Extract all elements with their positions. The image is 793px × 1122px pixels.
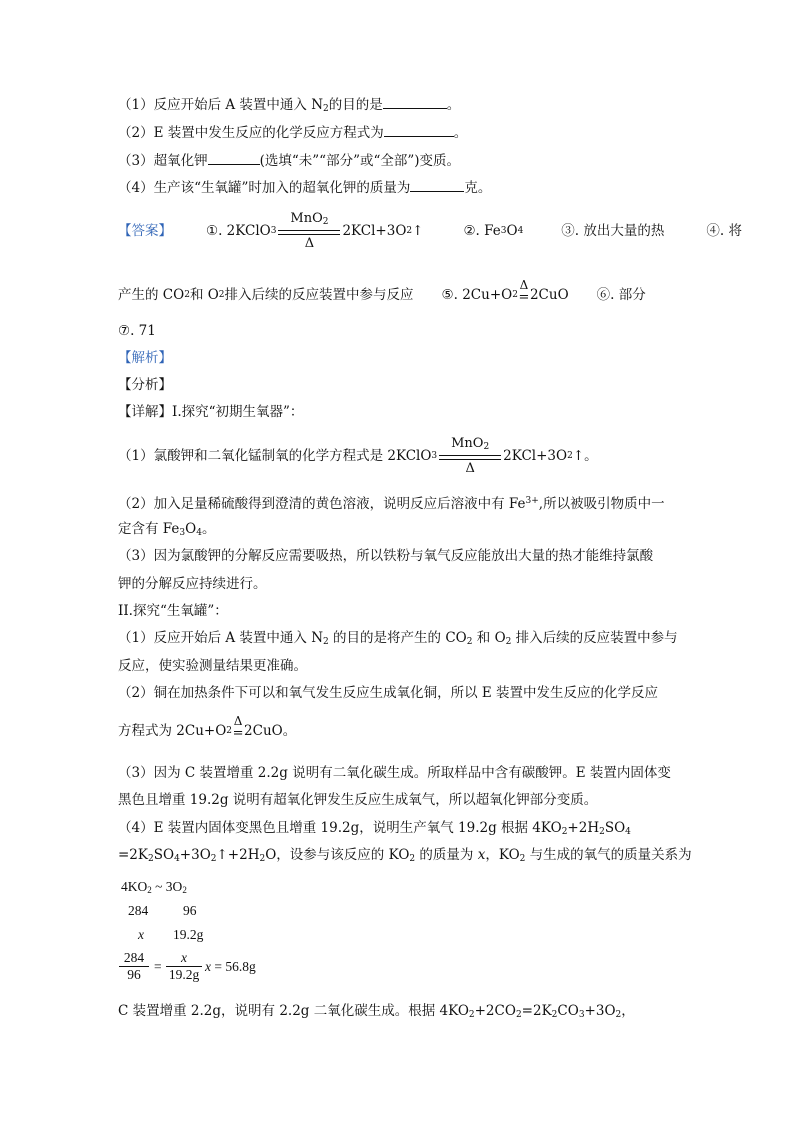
- detail-p2-line1: （2）加入足量稀硫酸得到澄清的黄色溶液，说明反应后溶液中有 $Fe^{3+}$,所以被吸引物质中一: [118, 496, 665, 512]
- question-4: （4）生产该“生氧罐”时加入的超氧化钾的质量为 克。: [118, 180, 492, 196]
- question-2: （2）E 装置中发生反应的化学反应方程式为 。: [118, 125, 468, 141]
- question-3: （3）超氧化钾 (选填“未”“部分”或“全部”)变质。: [118, 153, 461, 169]
- answer-line-1: 【答案】 ①. 2KClO 3 MnO$_2$ Δ 2KCl+3O 2 ↑ ②. Fe 3 O 4 ③. 放出大量的热 ④. 将: [118, 210, 742, 251]
- s2-p2-line1: （2）铜在加热条件下可以和氧气发生反应生成氧化铜，所以 E 装置中发生反应的化学反应: [118, 685, 659, 701]
- section-2-heading: II.探究“生氧罐”：: [118, 603, 228, 619]
- calc-relation: $4KO_2$ ~ $3O_2$: [121, 879, 187, 895]
- heat-condition: Δ =: [518, 278, 530, 305]
- detail-p3-line1: （3）因为氯酸钾的分解反应需要吸热，所以铁粉与氧气反应能放出大量的热才能维持氯酸: [118, 548, 654, 564]
- s2-p4-line1: （4）E 装置内固体变黑色且增重 19.2g，说明生产氧气 19.2g 根据 $4KO_2+2H_2SO_4$: [118, 820, 631, 837]
- detail-heading: 【详解】I.探究“初期生氧器”：: [118, 404, 304, 420]
- s2-p4-line2: $=2K_2SO_4+3O_2↑+2H_2O$，设参与该反应的 $KO_2$ 的质量为 x，$KO_2$ 与生成的氧气的质量关系为: [118, 847, 692, 864]
- answer-7: ⑦. 71: [118, 323, 156, 339]
- heat-condition: Δ =: [232, 714, 244, 741]
- last-line: C 装置增重 2.2g，说明有 2.2g 二氧化碳生成。根据 $4KO_2+2CO_2=2K_2CO_3+3O_2$，: [118, 1003, 635, 1020]
- calc-x: x: [138, 927, 144, 942]
- answer-blank: [383, 96, 447, 109]
- calc-fraction-left: 284 96: [119, 950, 149, 983]
- s2-p3-line2: 黑色且增重 19.2g 说明有超氧化钾发生反应生成氧气，所以超氧化钾部分变质。: [118, 792, 598, 808]
- detail-p1: （1）氯酸钾和二氧化锰制氧的化学方程式是 2KClO 3 MnO$_2$ Δ 2KCl+3O 2 ↑。: [118, 435, 598, 476]
- s2-p2-line2: 方程式为 2Cu+O 2 Δ = 2CuO。: [118, 714, 297, 741]
- detail-p3-line2: 钾的分解反应持续进行。: [118, 576, 267, 592]
- calc-equals: =: [154, 959, 162, 974]
- s2-p3-line1: （3）因为 C 装置增重 2.2g 说明有二氧化碳生成。所取样品中含有碳酸钾。E 装置内固体变: [118, 765, 671, 781]
- answer-blank: [384, 124, 454, 137]
- analysis-tag: 【解析】: [118, 350, 172, 366]
- s2-p1-line2: 反应，使实验测量结果更准确。: [118, 658, 307, 674]
- answer-line-2: 产生的 CO 2 和 O 2 排入后续的反应装置中参与反应 ⑤. 2Cu+O 2 Δ = 2CuO ⑥. 部分: [118, 278, 646, 305]
- detail-p2-line2: 定含有 $Fe_3O_4$。: [118, 521, 216, 538]
- answer-blank: [208, 152, 260, 165]
- reaction-condition: MnO$_2$ Δ: [439, 436, 501, 477]
- calc-result: x = 56.8g: [205, 959, 256, 974]
- answer-tag: 【答案】: [118, 223, 172, 239]
- calc-molar-284: 284: [128, 903, 149, 918]
- calc-fraction-right: x 19.2g: [166, 950, 202, 983]
- calc-19-2g: 19.2g: [173, 927, 204, 942]
- reaction-condition: MnO$_2$ Δ: [278, 211, 340, 252]
- calc-molar-96: 96: [183, 903, 197, 918]
- s2-p1-line1: （1）反应开始后 A 装置中通入 $N_2$ 的目的是将产生的 $CO_2$ 和 $O_2$ 排入后续的反应装置中参与: [118, 630, 678, 647]
- analysis-fenxi: 【分析】: [118, 377, 172, 393]
- question-1: （1）反应开始后 A 装置中通入 $N_2$的目的是 。: [118, 97, 461, 114]
- answer-blank: [410, 179, 464, 192]
